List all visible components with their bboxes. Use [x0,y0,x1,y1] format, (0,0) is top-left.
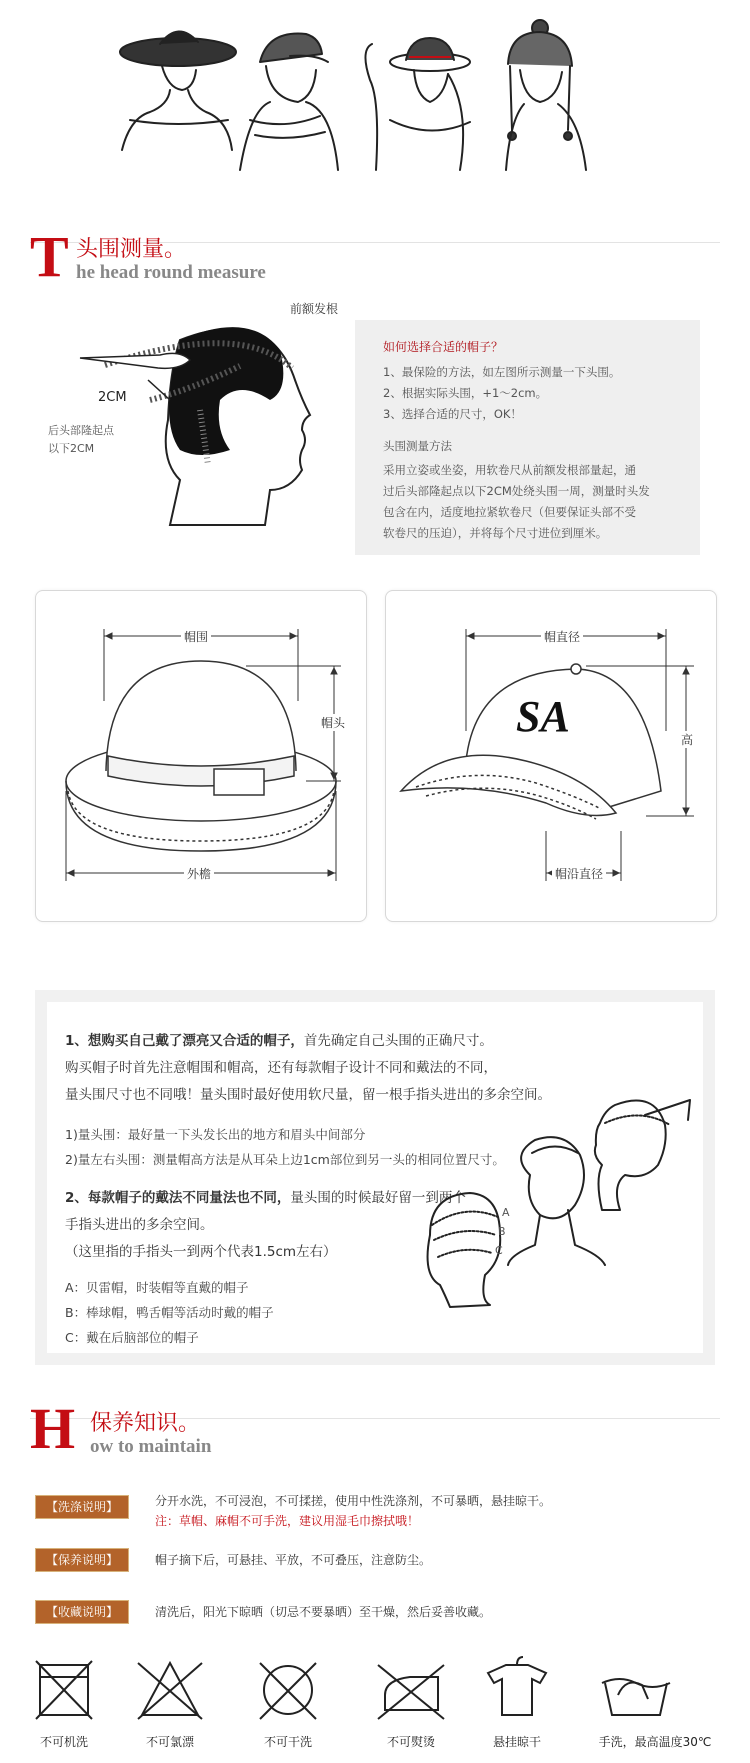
method-text [383,460,650,544]
tips-text: 1)量头围：最好量一下头发长出的地方和眉头中间部分 [65,1127,366,1142]
section-header-measure [30,224,720,289]
label-forehead: 前额发根 [290,302,339,316]
care-row-maintain [35,1548,715,1578]
label-below-2cm: 以下2CM [48,442,95,455]
section-title-en: he head round measure [76,262,266,283]
no-machine-wash-icon [36,1661,92,1719]
section-title-cn: 头围测量。 [76,237,187,262]
care-text-store: 清洗后，阳光下晾晒（切忌不要暴晒）至干燥，然后妥善收藏。 [155,1605,492,1619]
label-brim-diameter: 帽沿直径 [552,865,606,882]
tips-heading-1: 1、想购买自己戴了漂亮又合适的帽子， [65,1033,304,1049]
cap-logo: SA [516,692,570,741]
hang-dry-icon [488,1657,546,1715]
care-icon-label: 不可干洗 [263,1735,312,1749]
how-to-choose-panel [355,320,700,555]
tips-text: A：贝雷帽，时装帽等直戴的帽子 [65,1280,249,1295]
woman-wide-hat-sketch [120,31,236,150]
tips-text: 量头围尺寸也不同哦！量头围时最好使用软尺量，留一根手指头进出的多余空间。 [65,1087,551,1103]
tips-text: 手指头进出的多余空间。 [65,1217,214,1233]
label-crown-height: 帽头 [318,714,348,731]
sizing-tips-panel [35,990,715,1365]
label-outer-brim: 外檐 [184,865,214,882]
label-2cm: 2CM [98,390,127,405]
care-tag-wash: 【洗涤说明】 [35,1495,129,1519]
tips-text: 购买帽子时首先注意帽围和帽高，还有每款帽子设计不同和戴法的不同， [65,1060,497,1076]
tips-hat-types [65,1275,274,1350]
how-to-title: 如何选择合适的帽子？ [383,340,504,354]
label-cap-diameter: 帽直径 [541,628,583,645]
care-text-wash: 分开水洗，不可浸泡，不可揉搓，使用中性洗涤剂，不可暴晒，悬挂晾干。 [155,1494,552,1508]
bowler-hat-dimension-box [35,590,367,922]
care-text-maintain: 帽子摘下后，可悬挂、平放，不可叠压，注意防尘。 [155,1553,432,1567]
section-initial-letter: T [30,224,69,289]
no-dry-clean-icon [260,1663,316,1719]
tips-text: B：棒球帽，鸭舌帽等活动时戴的帽子 [65,1305,274,1320]
girl-knit-hat-sketch [506,20,586,170]
woman-fedora-sketch [365,38,470,170]
method-line: 过后头部隆起点以下2CM处绕头围一周，测量时头发 [383,484,650,498]
tips-text: 量头围的时候最好留一到两个 [290,1190,466,1206]
section-title-cn: 保养知识。 [90,1411,201,1436]
how-to-step: 3、选择合适的尺寸，OK！ [383,407,522,421]
care-tag-maintain: 【保养说明】 [35,1548,129,1572]
tips-text: 首先确定自己头围的正确尺寸。 [303,1033,493,1049]
care-row-wash [35,1492,715,1542]
head-sketches [390,1085,710,1345]
care-icon-label: 不可熨烫 [386,1735,435,1749]
how-to-step: 2、根据实际头围，+1～2cm。 [383,386,548,400]
label-hat-circumference: 帽围 [181,628,211,645]
care-row-store [35,1600,715,1630]
care-icon-label: 不可机洗 [39,1735,88,1749]
tips-text: C：戴在后脑部位的帽子 [65,1330,199,1345]
man-cap-sketch [240,34,338,170]
care-icons-row [20,1655,730,1755]
how-to-step: 1、最保险的方法，如左图所示测量一下头围。 [383,365,621,379]
baseball-cap-dimension-box [385,590,717,922]
tips-heading-2: 2、每款帽子的戴法不同量法也不同， [65,1190,291,1206]
hand-wash-icon [602,1679,670,1715]
care-icon-label: 不可氯漂 [145,1735,194,1749]
label-cap-height: 高 [678,731,696,748]
care-tag-store: 【收藏说明】 [35,1600,129,1624]
section-title-en: ow to maintain [90,1436,212,1457]
care-note-wash: 注：草帽、麻帽不可手洗，建议用湿毛巾擦拭哦！ [155,1514,420,1528]
face-label-c: C [495,1244,503,1257]
head-measure-diagram [40,302,350,530]
method-line: 包含在内，适度地拉紧软卷尺（但要保证头部不受 [383,505,636,519]
hat-style-sketches [110,10,630,180]
no-bleach-icon [138,1663,202,1719]
face-label-b: B [498,1225,506,1238]
method-line: 软卷尺的压迫），并将每个尺寸进位到厘米。 [383,526,608,540]
method-line: 采用立姿或坐姿，用软卷尺从前额发根部量起，通 [383,463,636,477]
face-label-a: A [502,1206,510,1219]
label-back-of-head: 后头部隆起点 [48,424,114,437]
care-icon-label: 悬挂晾干 [492,1735,541,1749]
section-initial-letter: H [30,1396,76,1461]
tips-text: （这里指的手指头一到两个代表1.5cm左右） [65,1244,337,1260]
how-to-steps [383,362,620,425]
method-title: 头围测量方法 [383,439,452,453]
tips-text: 2)量左右头围：测量帽高方法是从耳朵上边1cm部位到另一头的相同位置尺寸。 [65,1152,505,1167]
care-icon-label: 手洗，最高温度30℃ [598,1735,712,1749]
no-iron-icon [378,1665,444,1719]
section-header-maintain [30,1396,720,1461]
